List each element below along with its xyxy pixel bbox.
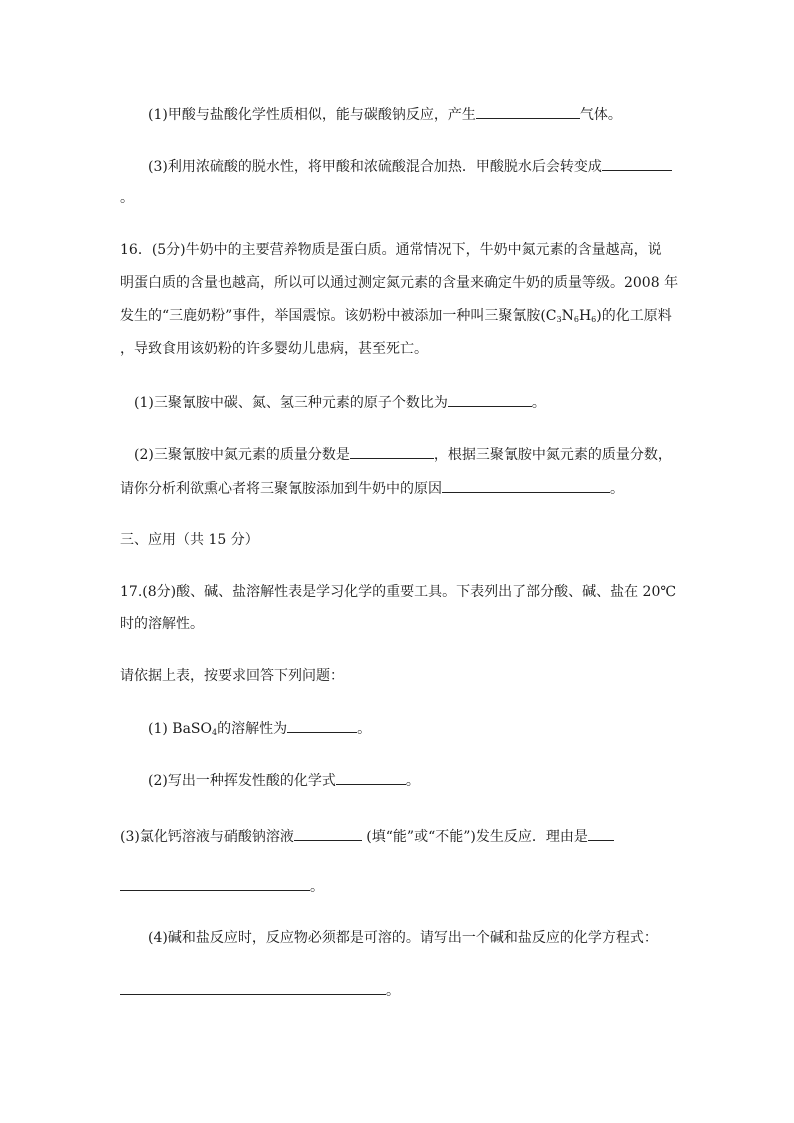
q15-part3 (148, 156, 672, 177)
q17-part4: (4)碱和盐反应时，反应物必须都是可溶的。请写出一个碱和盐反应的化学方程式： (148, 930, 658, 946)
q17-part3: (3)氯化钙溶液与硝酸钠溶液 (填“能”或“不能”)发生反应．理由是 (120, 826, 614, 847)
q15-part3-text: (3)利用浓硫酸的脱水性，将甲酸和浓硫酸混合加热．甲酸脱水后会转变成 (148, 159, 602, 175)
q17-part2: (2)写出一种挥发性酸的化学式 。 (148, 770, 420, 791)
q15-part3-end: 。 (120, 190, 134, 206)
q16-line2: 明蛋白质的含量也越高，所以可以通过测定氮元素的含量来确定牛奶的质量等级。2008 年 (120, 275, 679, 291)
q15-part1 (148, 104, 622, 125)
answer-blank[interactable] (336, 770, 406, 785)
answer-blank[interactable] (350, 444, 434, 459)
answer-blank[interactable] (448, 392, 532, 407)
q16-line3: 发生的“三鹿奶粉”事件，举国震惊。该奶粉中被添加一种叫三聚氰胺$(C_3N_6H_6)$的化工原料 (120, 308, 672, 324)
answer-blank[interactable] (120, 980, 386, 995)
q16-part1: (1)三聚氰胺中碳、氮、氢三种元素的原子个数比为 。 (134, 392, 546, 413)
answer-blank[interactable] (602, 156, 672, 171)
q17-line1: 17.(8分)酸、碱、盐溶解性表是学习化学的重要工具。下表列出了部分酸、碱、盐在 20℃ (120, 584, 677, 600)
q17-part1: (1) BaSO$_4$的溶解性为 。 (148, 718, 371, 743)
q16-part2: (2)三聚氰胺中氮元素的质量分数是 ，根据三聚氰胺中氮元素的质量分数， (134, 444, 672, 465)
answer-blank[interactable] (476, 104, 580, 119)
q16-line1: 16．(5分)牛奶中的主要营养物质是蛋白质。通常情况下，牛奶中氮元素的含量越高，说 (120, 242, 662, 258)
q17-intro: 请依据上表，按要求回答下列问题： (120, 668, 344, 684)
q17-part3-line2: 。 (120, 876, 324, 897)
answer-blank[interactable] (442, 478, 610, 493)
q15-part1-text: (1)甲酸与盐酸化学性质相似，能与碳酸钠反应，产生 (148, 107, 476, 123)
q16-line4: ，导致食用该奶粉的许多婴幼儿患病，甚至死亡。 (120, 341, 428, 357)
q15-part1-after: 气体。 (579, 107, 622, 123)
answer-blank[interactable] (588, 826, 614, 841)
section-heading: 三、应用（共 15 分） (120, 532, 259, 548)
answer-blank[interactable] (287, 718, 357, 733)
q17-line2: 时的溶解性。 (120, 616, 204, 632)
answer-blank[interactable] (120, 876, 310, 891)
q16-part2-line2: 请你分析利欲熏心者将三聚氰胺添加到牛奶中的原因 。 (120, 478, 624, 499)
q17-part4-line2: 。 (120, 980, 400, 1001)
answer-blank[interactable] (294, 826, 362, 841)
